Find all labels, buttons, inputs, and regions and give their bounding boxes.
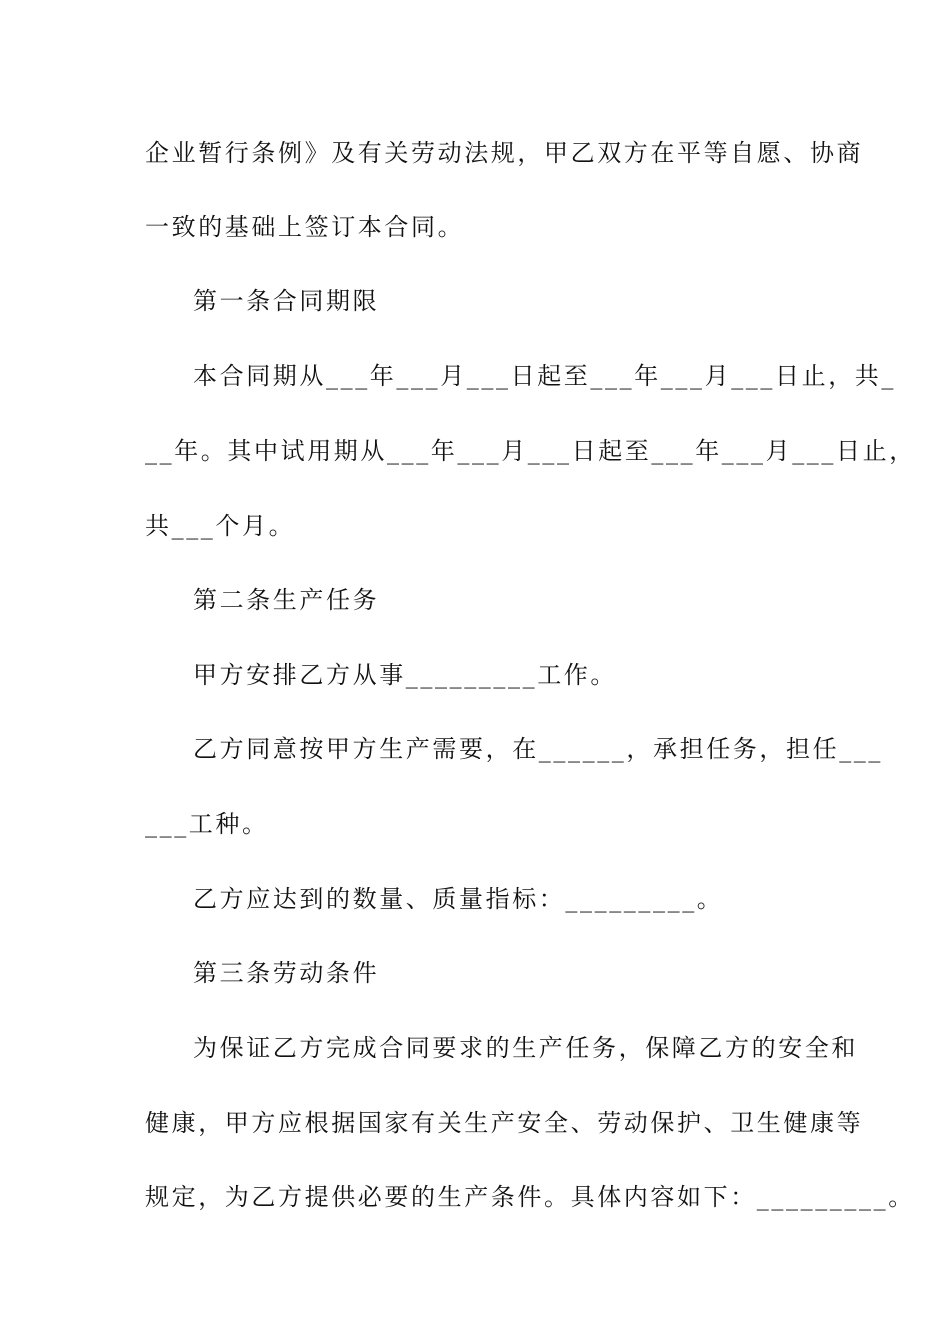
text-line-1: 企业暂行条例》及有关劳动法规，甲乙双方在平等自愿、协商 (145, 139, 864, 167)
text-line-2: 一致的基础上签订本合同。 (145, 213, 465, 241)
text-line-8: 甲方安排乙方从事_________工作。 (193, 661, 617, 689)
text-line-9: 乙方同意按甲方生产需要，在______，承担任务，担任___ (193, 735, 883, 763)
text-line-5: __年。其中试用期从___年___月___日起至___年___月___日止， (145, 437, 916, 465)
article-1-heading: 第一条合同期限 (193, 287, 380, 315)
article-2-heading: 第二条生产任务 (193, 586, 380, 614)
text-line-10: ___工种。 (145, 810, 269, 838)
article-3-heading: 第三条劳动条件 (193, 959, 380, 987)
text-line-13: 为保证乙方完成合同要求的生产任务，保障乙方的安全和 (193, 1034, 858, 1062)
text-line-6: 共___个月。 (145, 512, 296, 540)
text-line-11: 乙方应达到的数量、质量指标：_________。 (193, 885, 724, 913)
text-line-14: 健康，甲方应根据国家有关生产安全、劳动保护、卫生健康等 (145, 1109, 864, 1137)
text-line-4: 本合同期从___年___月___日起至___年___月___日止，共_ (193, 362, 896, 390)
text-line-15: 规定，为乙方提供必要的生产条件。具体内容如下：_________。 (145, 1183, 915, 1211)
